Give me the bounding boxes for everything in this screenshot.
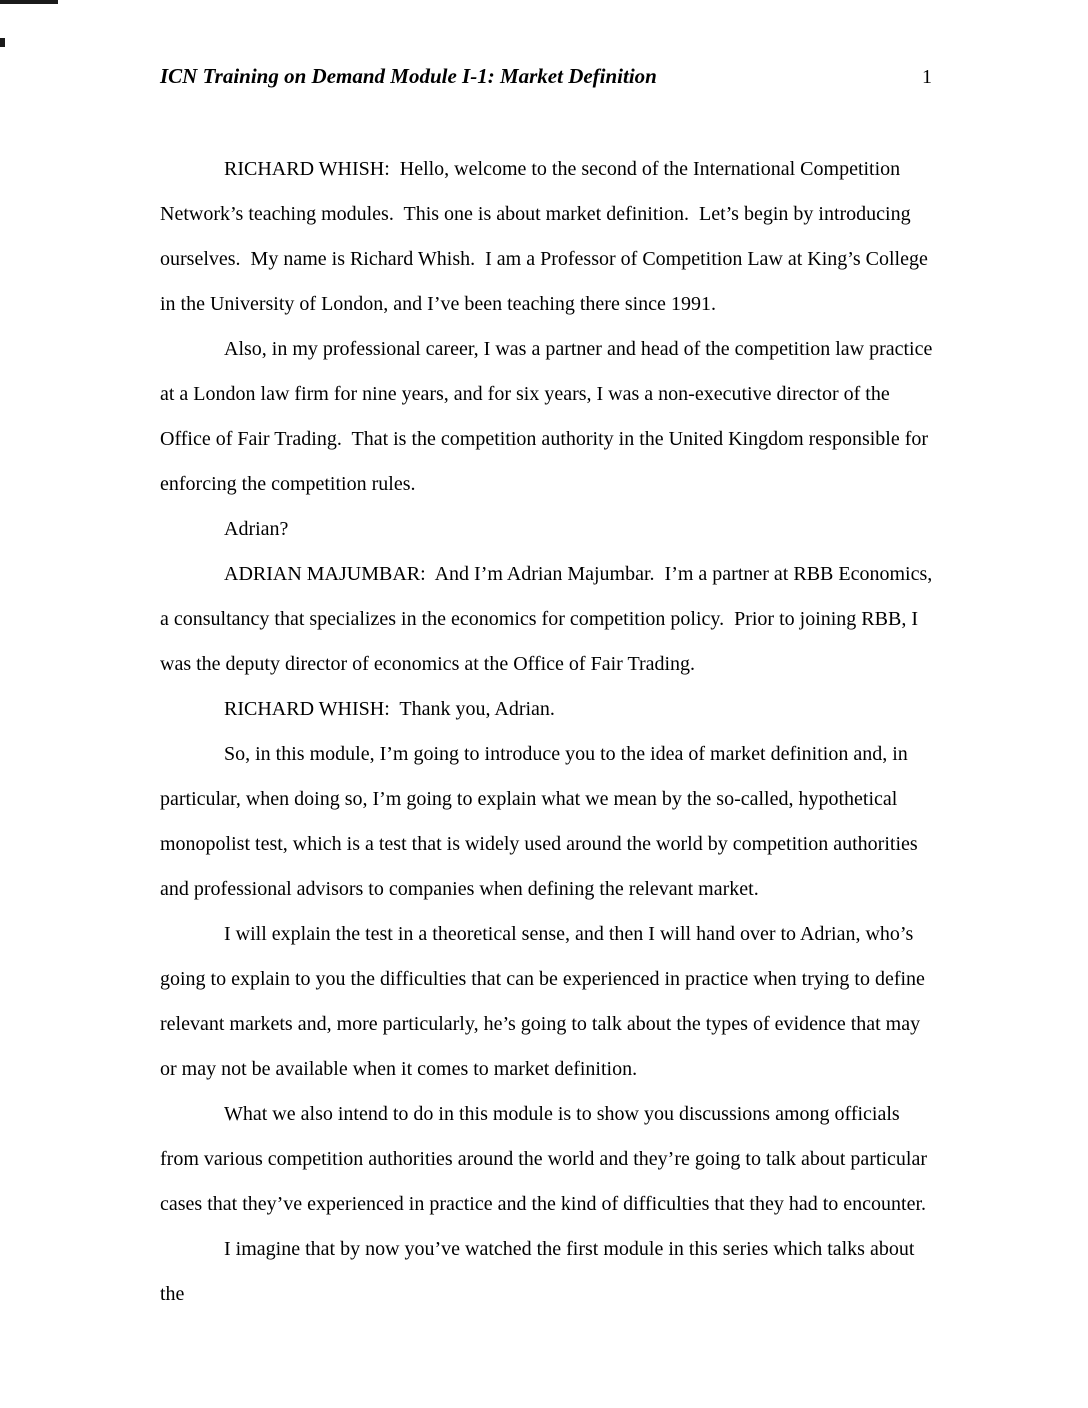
page-number: 1	[922, 66, 932, 88]
paragraph-discussions: What we also intend to do in this module is to show you discussions among officials from various competition authorities around the world and they’re going to talk about particular cases that they’ve experienced in practice and the kind of difficulties that they had to encounter.	[160, 1103, 933, 1215]
paragraph-first-module: I imagine that by now you’ve watched the first module in this series which talks about the	[160, 1238, 920, 1305]
scan-artifact	[0, 38, 5, 47]
paragraph-test-explain: I will explain the test in a theoretical sense, and then I will hand over to Adrian, who’s going to explain to you the difficulties that can be experienced in practice when trying to define relevant markets and, more particularly, he’s going to talk about the types of evidence that may or may not be available when it comes to market definition.	[160, 923, 930, 1080]
paragraph-module-overview: So, in this module, I’m going to introduce you to the idea of market definition and, in particular, when doing so, I’m going to explain what we mean by the so-called, hypothetical monopolist test, which is a test that is widely used around the world by competition authorities and professional advisors to companies when defining the relevant market.	[160, 743, 923, 900]
scan-artifact	[0, 0, 58, 4]
paragraph-richard-intro: RICHARD WHISH: Hello, welcome to the second of the International Competition Network’s teaching modules. This one is about market definition. Let’s begin by introducing ourselves. My name is Richard Whish. I am a Professor of Competition Law at King’s College in the University of London, and I’ve been teaching there since 1991.	[160, 158, 933, 315]
page-header	[160, 62, 932, 91]
paragraph-adrian-prompt: Adrian?	[224, 518, 289, 540]
paragraph-richard-career: Also, in my professional career, I was a partner and head of the competition law practice at a London law firm for nine years, and for six years, I was a non-executive director of the Office of Fair Trading. That is the competition authority in the United Kingdom responsible for enforcing the competition rules.	[160, 338, 938, 495]
paragraph-adrian-intro: ADRIAN MAJUMBAR: And I’m Adrian Majumbar. I’m a partner at RBB Economics, a consultancy that specializes in the economics for competition policy. Prior to joining RBB, I was the deputy director of economics at the Office of Fair Trading.	[160, 563, 938, 675]
document-body	[160, 147, 938, 1317]
document-title: ICN Training on Demand Module I-1: Market Definition	[160, 64, 657, 88]
paragraph-richard-thanks: RICHARD WHISH: Thank you, Adrian.	[224, 698, 555, 720]
